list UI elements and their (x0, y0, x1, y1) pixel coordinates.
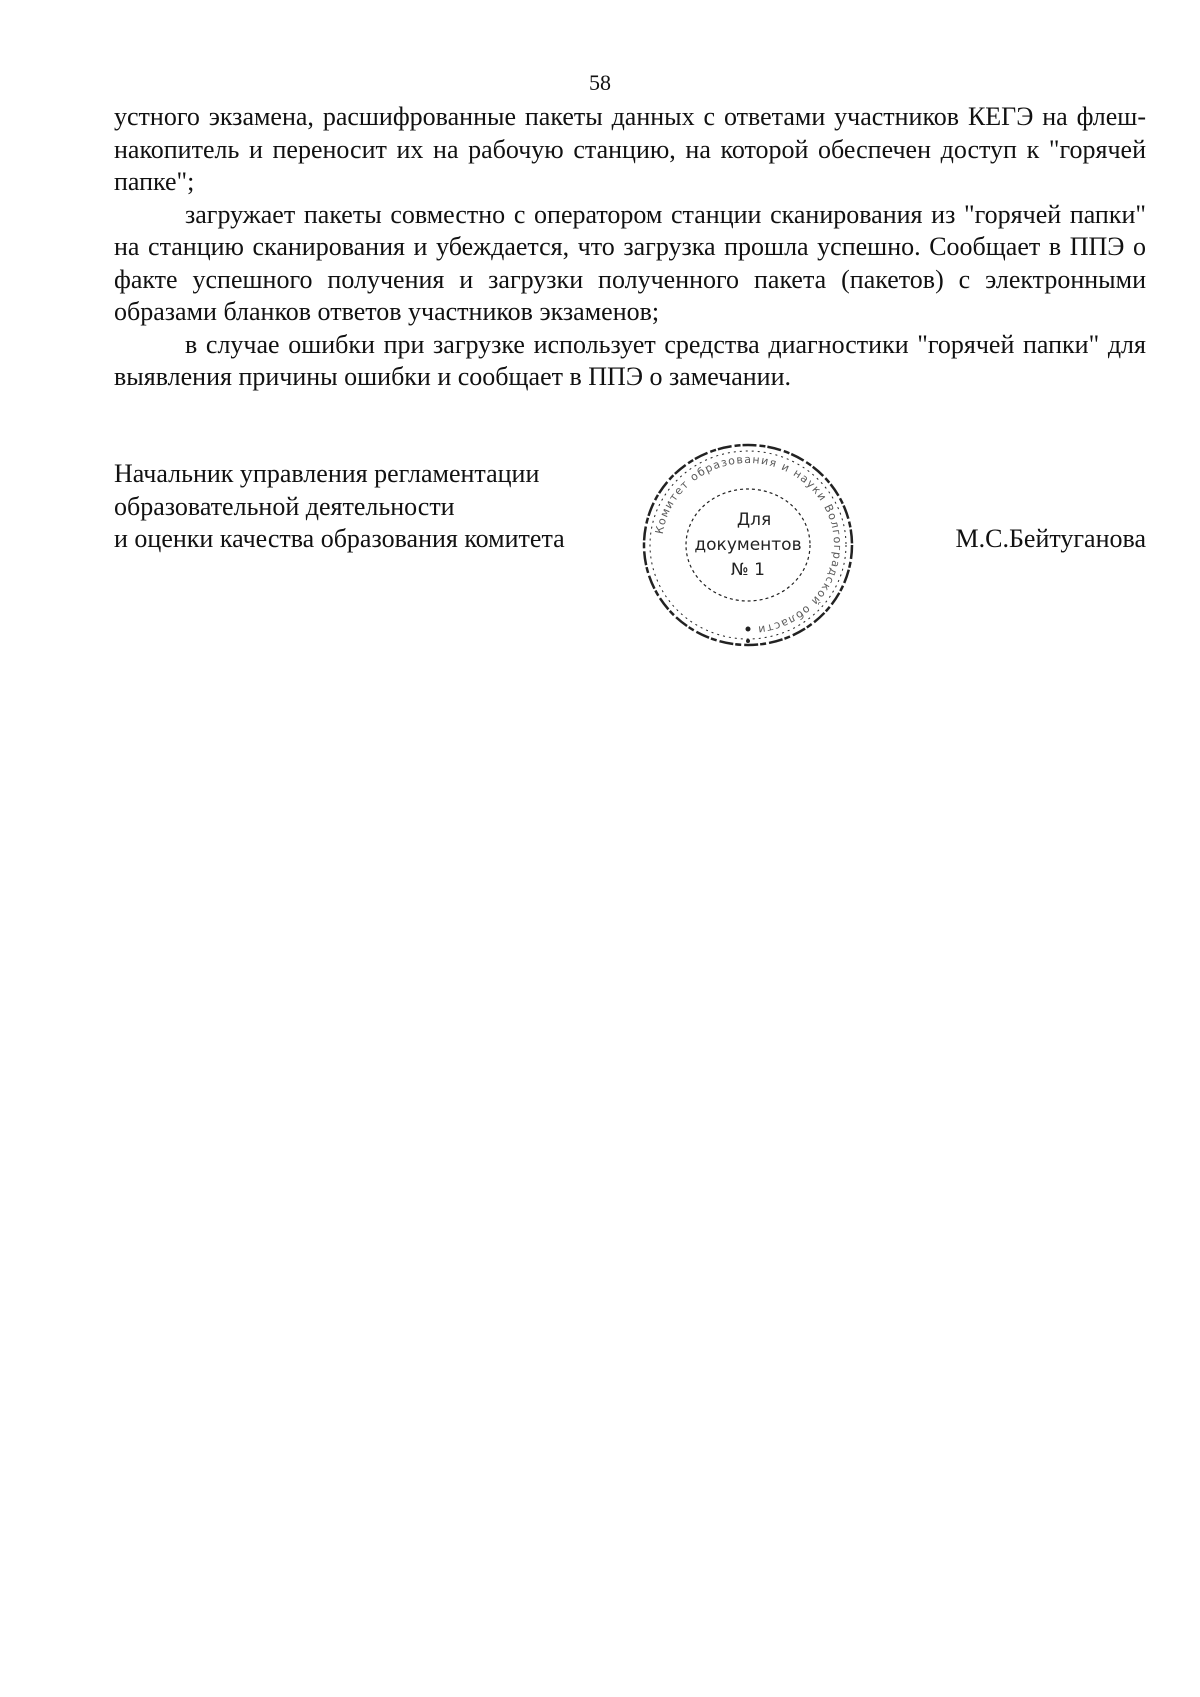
signatory-name: М.С.Бейтуганова (955, 524, 1146, 553)
seal-star-mark (746, 627, 751, 632)
seal-center-line-1: Для (736, 510, 772, 530)
seal-center-line-3: № 1 (731, 560, 765, 580)
seal-ring-text: Комитет образования и науки Волгоградской области (652, 452, 845, 637)
signatory-title-line: образовательной деятельности (114, 491, 455, 521)
paragraph-upload-packages: загружает пакеты совместно с оператором станции сканирования из "горячей папки" на станцию сканирования и убеждается, что загрузка прошла успешно. Сообщает в ППЭ о факте успешного получения и загрузки полученного пакета (пакетов) с электронными образами бланков ответов участников экзаменов; (114, 199, 1146, 326)
signatory-title-line: и оценки качества образования комитета (114, 524, 565, 553)
paragraph-continuation: устного экзамена, расшифрованные пакеты данных с ответами участников КЕГЭ на флеш-накопитель и переносит их на рабочую станцию, на которой обеспечен доступ к "горячей папке"; (114, 102, 1146, 196)
paragraph-error-handling: в случае ошибки при загрузке использует средства диагностики "горячей папки" для выявления причины ошибки и сообщает в ППЭ о замечании. (114, 329, 1146, 391)
body-text (114, 101, 1146, 394)
page-number: 58 (589, 70, 611, 95)
seal-center-line-2: документов (694, 535, 802, 555)
seal-graphic (628, 433, 868, 658)
signatory-title (114, 458, 565, 556)
signatory-title-line: Начальник управления регламентации (114, 459, 540, 488)
seal-star-mark (746, 639, 750, 643)
official-seal-stamp (628, 433, 868, 658)
